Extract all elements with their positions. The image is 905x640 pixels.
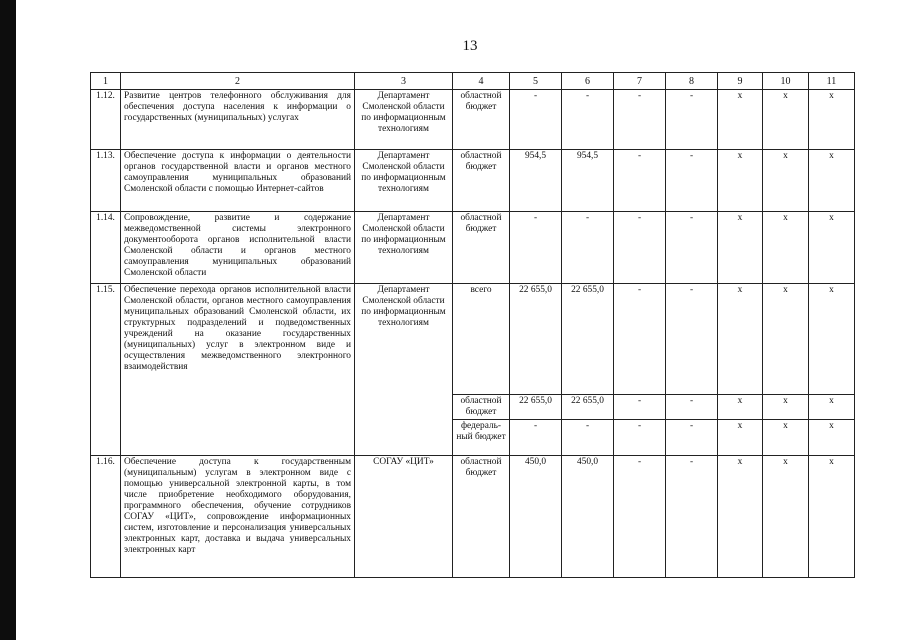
value-cell-col-7: - — [614, 212, 666, 284]
funding-source: областной бюджет — [453, 395, 510, 420]
funding-source: всего — [453, 284, 510, 395]
column-header: 5 — [510, 73, 562, 90]
column-header: 11 — [809, 73, 855, 90]
row-number: 1.14. — [91, 212, 121, 284]
value-cell-col-5: 22 655,0 — [510, 395, 562, 420]
column-header: 3 — [355, 73, 453, 90]
value-cell-col-5: - — [510, 90, 562, 150]
value-cell-col-6: - — [562, 90, 614, 150]
scan-edge-bar — [0, 0, 16, 640]
value-cell-col-11: x — [809, 90, 855, 150]
value-cell-col-10: x — [763, 395, 809, 420]
page-number: 13 — [462, 38, 478, 54]
value-cell-col-6: 22 655,0 — [562, 284, 614, 395]
value-cell-col-8: - — [666, 395, 718, 420]
value-cell-col-5: - — [510, 212, 562, 284]
value-cell-col-7: - — [614, 456, 666, 578]
value-cell-col-11: x — [809, 395, 855, 420]
row-description: Сопровождение, развитие и содержание межведомственной системы электронного документооборота органов исполнительной власти Смоленской области и органов местного самоуправления муниципальных образований Смоленской области — [121, 212, 355, 284]
funding-source: областной бюджет — [453, 212, 510, 284]
row-executor: СОГАУ «ЦИТ» — [355, 456, 453, 578]
value-cell-col-8: - — [666, 90, 718, 150]
value-cell-col-8: - — [666, 284, 718, 395]
row-description: Обеспечение перехода органов исполнительной власти Смоленской области, органов местного самоуправления муниципальных образований Смоленской области, их структурных подразделений и подведомственных учреждений на оказание государственных (муниципальных) услуг в электронном виде и осуществления межведомственного электронного взаимодействия — [121, 284, 355, 456]
value-cell-col-9: x — [718, 90, 763, 150]
column-header: 9 — [718, 73, 763, 90]
value-cell-col-9: x — [718, 284, 763, 395]
column-header: 2 — [121, 73, 355, 90]
value-cell-col-6: - — [562, 420, 614, 456]
row-description: Развитие центров телефонного обслуживания для обеспечения доступа населения к информации о государственных (муниципальных) услугах — [121, 90, 355, 150]
value-cell-col-9: x — [718, 212, 763, 284]
column-number-header-row — [91, 73, 855, 90]
value-cell-col-5: 22 655,0 — [510, 284, 562, 395]
value-cell-col-8: - — [666, 150, 718, 212]
value-cell-col-5: - — [510, 420, 562, 456]
table-row — [91, 90, 855, 150]
table-row — [91, 212, 855, 284]
value-cell-col-10: x — [763, 456, 809, 578]
value-cell-col-11: x — [809, 150, 855, 212]
row-description: Обеспечение доступа к государственным (муниципальным) услугам в электронном виде с помощью универсальной электронной карты, в том числе приобретение необходимого оборудования, программного обеспечения, обучение сотрудников СОГАУ «ЦИТ», сопровождение информационных систем, изготовление и персонализация универсальных электронных карт, доставка и выдача универсальных электронных карт — [121, 456, 355, 578]
column-header: 1 — [91, 73, 121, 90]
row-executor: Департамент Смоленской области по информационным технологиям — [355, 212, 453, 284]
value-cell-col-11: x — [809, 420, 855, 456]
value-cell-col-7: - — [614, 284, 666, 395]
table-row — [91, 456, 855, 578]
column-header: 6 — [562, 73, 614, 90]
value-cell-col-9: x — [718, 150, 763, 212]
column-header: 10 — [763, 73, 809, 90]
value-cell-col-8: - — [666, 420, 718, 456]
row-executor: Департамент Смоленской области по информационным технологиям — [355, 284, 453, 456]
value-cell-col-7: - — [614, 90, 666, 150]
row-executor: Департамент Смоленской области по информационным технологиям — [355, 90, 453, 150]
program-table — [90, 72, 855, 578]
row-description: Обеспечение доступа к информации о деятельности органов государственной власти и органов местного самоуправления муниципальных образований Смоленской области с помощью Интернет-сайтов — [121, 150, 355, 212]
row-number: 1.12. — [91, 90, 121, 150]
value-cell-col-7: - — [614, 395, 666, 420]
funding-source: областной бюджет — [453, 150, 510, 212]
value-cell-col-6: 450,0 — [562, 456, 614, 578]
value-cell-col-9: x — [718, 420, 763, 456]
value-cell-col-11: x — [809, 212, 855, 284]
value-cell-col-6: 22 655,0 — [562, 395, 614, 420]
value-cell-col-8: - — [666, 212, 718, 284]
value-cell-col-6: 954,5 — [562, 150, 614, 212]
value-cell-col-8: - — [666, 456, 718, 578]
value-cell-col-10: x — [763, 150, 809, 212]
value-cell-col-7: - — [614, 420, 666, 456]
value-cell-col-6: - — [562, 212, 614, 284]
table-row — [91, 284, 855, 395]
value-cell-col-7: - — [614, 150, 666, 212]
value-cell-col-5: 954,5 — [510, 150, 562, 212]
value-cell-col-9: x — [718, 456, 763, 578]
funding-source: федераль-ный бюджет — [453, 420, 510, 456]
funding-source: областной бюджет — [453, 90, 510, 150]
column-header: 7 — [614, 73, 666, 90]
value-cell-col-11: x — [809, 284, 855, 395]
funding-source: областной бюджет — [453, 456, 510, 578]
value-cell-col-10: x — [763, 212, 809, 284]
row-number: 1.15. — [91, 284, 121, 456]
value-cell-col-5: 450,0 — [510, 456, 562, 578]
row-number: 1.13. — [91, 150, 121, 212]
value-cell-col-11: x — [809, 456, 855, 578]
table-row — [91, 150, 855, 212]
value-cell-col-10: x — [763, 90, 809, 150]
value-cell-col-10: x — [763, 284, 809, 395]
column-header: 4 — [453, 73, 510, 90]
value-cell-col-10: x — [763, 420, 809, 456]
row-executor: Департамент Смоленской области по информационным технологиям — [355, 150, 453, 212]
column-header: 8 — [666, 73, 718, 90]
value-cell-col-9: x — [718, 395, 763, 420]
row-number: 1.16. — [91, 456, 121, 578]
